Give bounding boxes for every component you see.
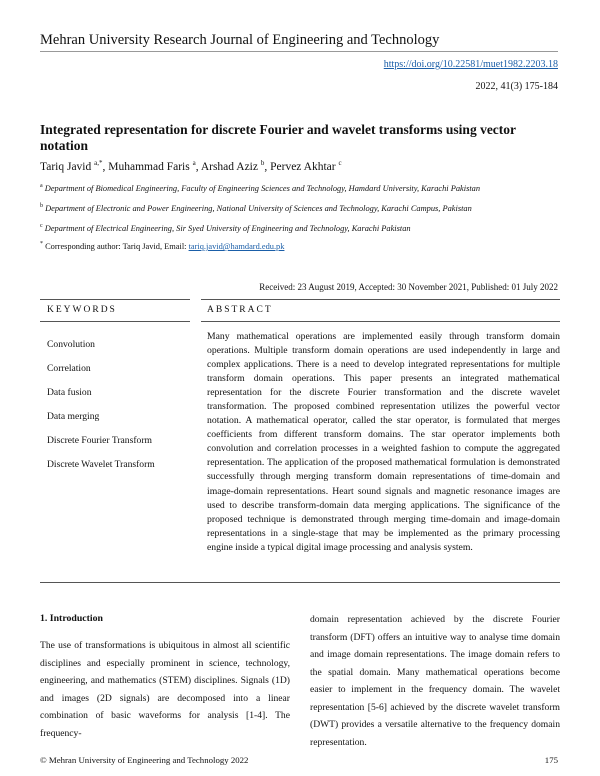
page-number: 175	[544, 755, 558, 765]
keyword-item: Data fusion	[47, 387, 92, 398]
intro-left-column: The use of transformations is ubiquitous in almost all scientific disciplines and especially prominent in science, technology, engineering, and mathematics (STEM) disciplines. Signals (1D) and images (2D signals) are decomposed into a linear combination of basic waveforms for analysis [1-4]. The frequency-	[40, 640, 290, 739]
keywords-mid-rule	[40, 321, 190, 322]
keyword-item: Discrete Wavelet Transform	[47, 459, 155, 470]
doi-link[interactable]: https://doi.org/10.22581/muet1982.2203.18	[383, 59, 558, 70]
keyword-item: Data merging	[47, 411, 100, 422]
paper-title: Integrated representation for discrete Fourier and wavelet transforms using vector notation	[40, 122, 516, 153]
keyword-item: Correlation	[47, 363, 91, 374]
abstract-bottom-rule	[40, 582, 560, 583]
abstract-top-rule	[201, 299, 560, 300]
volume-info: 2022, 41(3) 175-184	[475, 81, 558, 92]
journal-name: Mehran University Research Journal of Engineering and Technology	[40, 32, 440, 48]
author: Muhammad Faris $^a$,	[108, 159, 201, 173]
keywords-heading: KEYWORDS	[47, 305, 117, 315]
keyword-item: Convolution	[47, 339, 95, 350]
intro-right-column: domain representation achieved by the discrete Fourier transform (DFT) offers an intuitive way to analyse time domain and image domain representations. The image domain refers to the spatial domain. Many mathematical operations become easier to implement in the frequency domain. The wavelet representation [5-6] achieved by the discrete wavelet transform (DWT) provides a versatile alternative to the frequency domain representation.	[310, 614, 560, 748]
author-list	[40, 159, 342, 173]
section-heading-introduction: 1. Introduction	[40, 613, 103, 624]
affiliation-b: $^b$ Department of Electronic and Power Engineering, National University of Sciences and Technology, Karachi Campus, Pakistan	[40, 203, 472, 213]
header-rule	[40, 51, 558, 52]
corresponding-author: * Corresponding author: Tariq Javid, Email: tariq.javid@hamdard.edu.pk	[40, 241, 285, 251]
keyword-list	[47, 333, 155, 477]
affiliation-a: $^a$ Department of Biomedical Engineering, Faculty of Engineering Sciences and Technology, Hamdard University, Karachi Pakistan	[40, 183, 481, 193]
author: Pervez Akhtar $^c$	[270, 159, 342, 173]
abstract-heading: ABSTRACT	[207, 305, 273, 315]
abstract-text: Many mathematical operations are implemented easily through transform domain operations. Multiple transform domain operations are used independently in large and complex applications. There is a need to develop integrated representations for multiple transform domain operations. This paper presents an integrated mathematical representation for the discrete Fourier transformation and the discrete wavelet transformation. The proposed combined representation utilizes the powerful vector notation. A mathematical operator, called the star operator, is formulated that merges coefficients from different transform domains. The star operator implements both convolution and correlation processes in a weighted fashion to compute the aggregated representation. The application of the proposed mathematical formulation is demonstrated successfully through merging transform domain representations of time-domain and image-domain representations. Heart sound signals and magnetic resonance images are used to describe transform-domain data merging applications. The significance of the proposed technique is demonstrated through merging time-domain and image-domain representations in a single-stage that may be implemented as the primary processing engine inside a typical digital image processing and analysis system.	[207, 331, 560, 553]
author: Tariq Javid $^{a,*}$,	[40, 159, 109, 173]
keywords-top-rule	[40, 299, 190, 300]
received-dates: Received: 23 August 2019, Accepted: 30 November 2021, Published: 01 July 2022	[259, 282, 558, 292]
email-link[interactable]: tariq.javid@hamdard.edu.pk	[188, 241, 285, 251]
keyword-item: Discrete Fourier Transform	[47, 435, 152, 446]
author: Arshad Aziz $^b$,	[200, 159, 271, 173]
affiliation-c: $^c$ Department of Electrical Engineering, Sir Syed University of Engineering and Technology, Karachi Pakistan	[40, 223, 411, 233]
footer-copyright: © Mehran University of Engineering and Technology 2022	[40, 755, 249, 765]
abstract-mid-rule	[201, 321, 560, 322]
